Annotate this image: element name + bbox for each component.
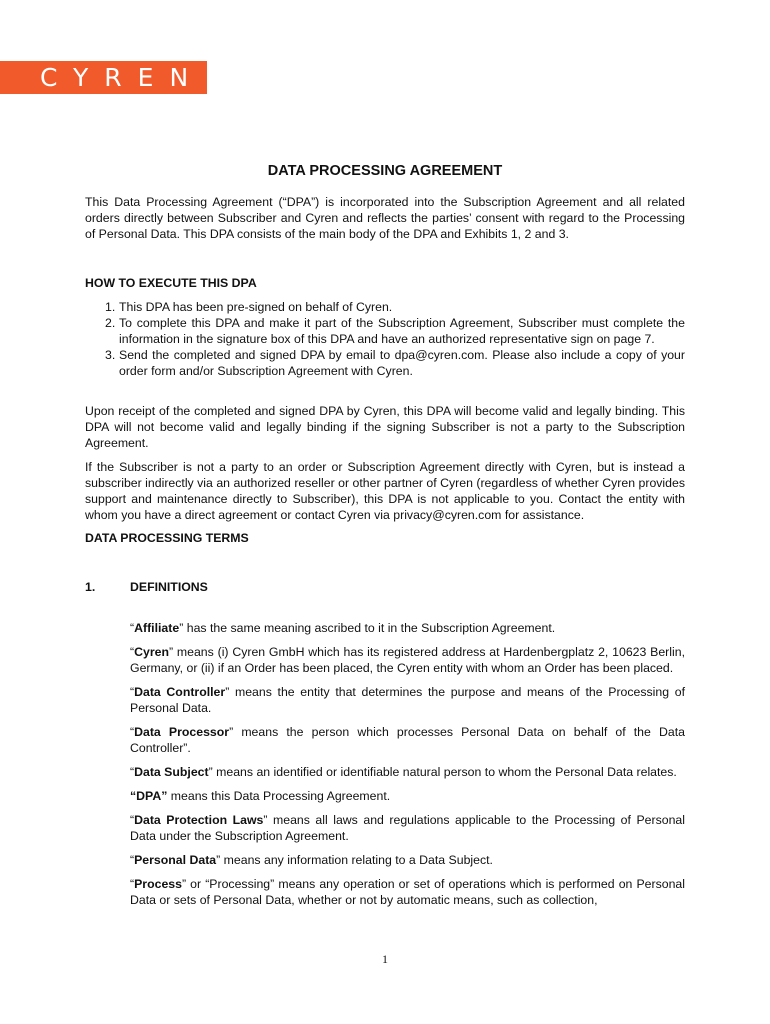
steps-list bbox=[85, 299, 685, 379]
definition-item: “Affiliate” has the same meaning ascribed to it in the Subscription Agreement. bbox=[130, 621, 556, 635]
step-text: To complete this DPA and make it part of the Subscription Agreement, Subscriber must complete the information in the signature box of this DPA and have an authorized representative sign on page 7. bbox=[119, 316, 685, 346]
receipt-paragraph: Upon receipt of the completed and signed DPA by Cyren, this DPA will become valid and legally binding. This DPA will not become valid and legally binding if the signing Subscriber is not a party to the Subscription Agreement. bbox=[85, 404, 685, 450]
step-text: Send the completed and signed DPA by email to dpa@cyren.com. Please also include a copy of your order form and/or Subscription Agreement with Cyren. bbox=[119, 348, 685, 378]
step-text: This DPA has been pre-signed on behalf of Cyren. bbox=[119, 300, 393, 314]
definition-item: “Personal Data” means any information relating to a Data Subject. bbox=[130, 853, 493, 867]
definition-item: “Cyren” means (i) Cyren GmbH which has its registered address at Hardenbergplatz 2, 10623 Berlin, Germany, or (ii) if an Order has been placed, the Cyren entity with whom an Order has been placed. bbox=[130, 645, 685, 675]
list-item: 1. This DPA has been pre-signed on behalf of Cyren. bbox=[105, 300, 393, 314]
definition-item: “Data Subject” means an identified or identifiable natural person to whom the Personal Data relates. bbox=[130, 765, 677, 779]
definition-item: “DPA” means this Data Processing Agreement. bbox=[130, 789, 391, 803]
cyren-logo: CYREN bbox=[0, 61, 207, 94]
reseller-paragraph: If the Subscriber is not a party to an order or Subscription Agreement directly with Cyren, but is instead a subscriber indirectly via an authorized reseller or other partner of Cyren (regardless of whether Cyren provides support and maintenance directly to Subscriber), this DPA is not applicable to you. Contact the entity with whom you have a direct agreement or contact Cyren via privacy@cyren.com for assistance. bbox=[85, 460, 685, 522]
page-number: 1 bbox=[382, 952, 388, 966]
section-number: 1. bbox=[85, 580, 96, 594]
list-item: 2. To complete this DPA and make it part of the Subscription Agreement, Subscriber must complete the information in the signature box of this DPA and have an authorized representative sign on page 7. bbox=[105, 316, 685, 346]
terms-heading: DATA PROCESSING TERMS bbox=[85, 531, 249, 545]
definition-item: “Process” or “Processing” means any operation or set of operations which is performed on Personal Data or sets of Personal Data, whether or not by automatic means, such as collection, bbox=[130, 877, 685, 907]
definition-item: “Data Processor” means the person which processes Personal Data on behalf of the Data Controller”. bbox=[130, 725, 685, 755]
document-title: DATA PROCESSING AGREEMENT bbox=[267, 163, 503, 179]
section-title: DEFINITIONS bbox=[130, 580, 208, 594]
definition-item: “Data Controller” means the entity that determines the purpose and means of the Processing of Personal Data. bbox=[130, 685, 686, 715]
definition-item: “Data Protection Laws” means all laws and regulations applicable to the Processing of Personal Data under the Subscription Agreement. bbox=[130, 813, 685, 843]
how-to-heading: HOW TO EXECUTE THIS DPA bbox=[85, 276, 257, 290]
list-item: 3. Send the completed and signed DPA by email to dpa@cyren.com. Please also include a copy of your order form and/or Subscription Agreement with Cyren. bbox=[105, 348, 685, 378]
intro-paragraph: This Data Processing Agreement (“DPA”) is incorporated into the Subscription Agreement and all related orders directly between Subscriber and Cyren and reflects the parties’ consent with regard to the Processing of Personal Data. This DPA consists of the main body of the DPA and Exhibits 1, 2 and 3. bbox=[85, 195, 685, 241]
definitions-list bbox=[130, 620, 685, 916]
